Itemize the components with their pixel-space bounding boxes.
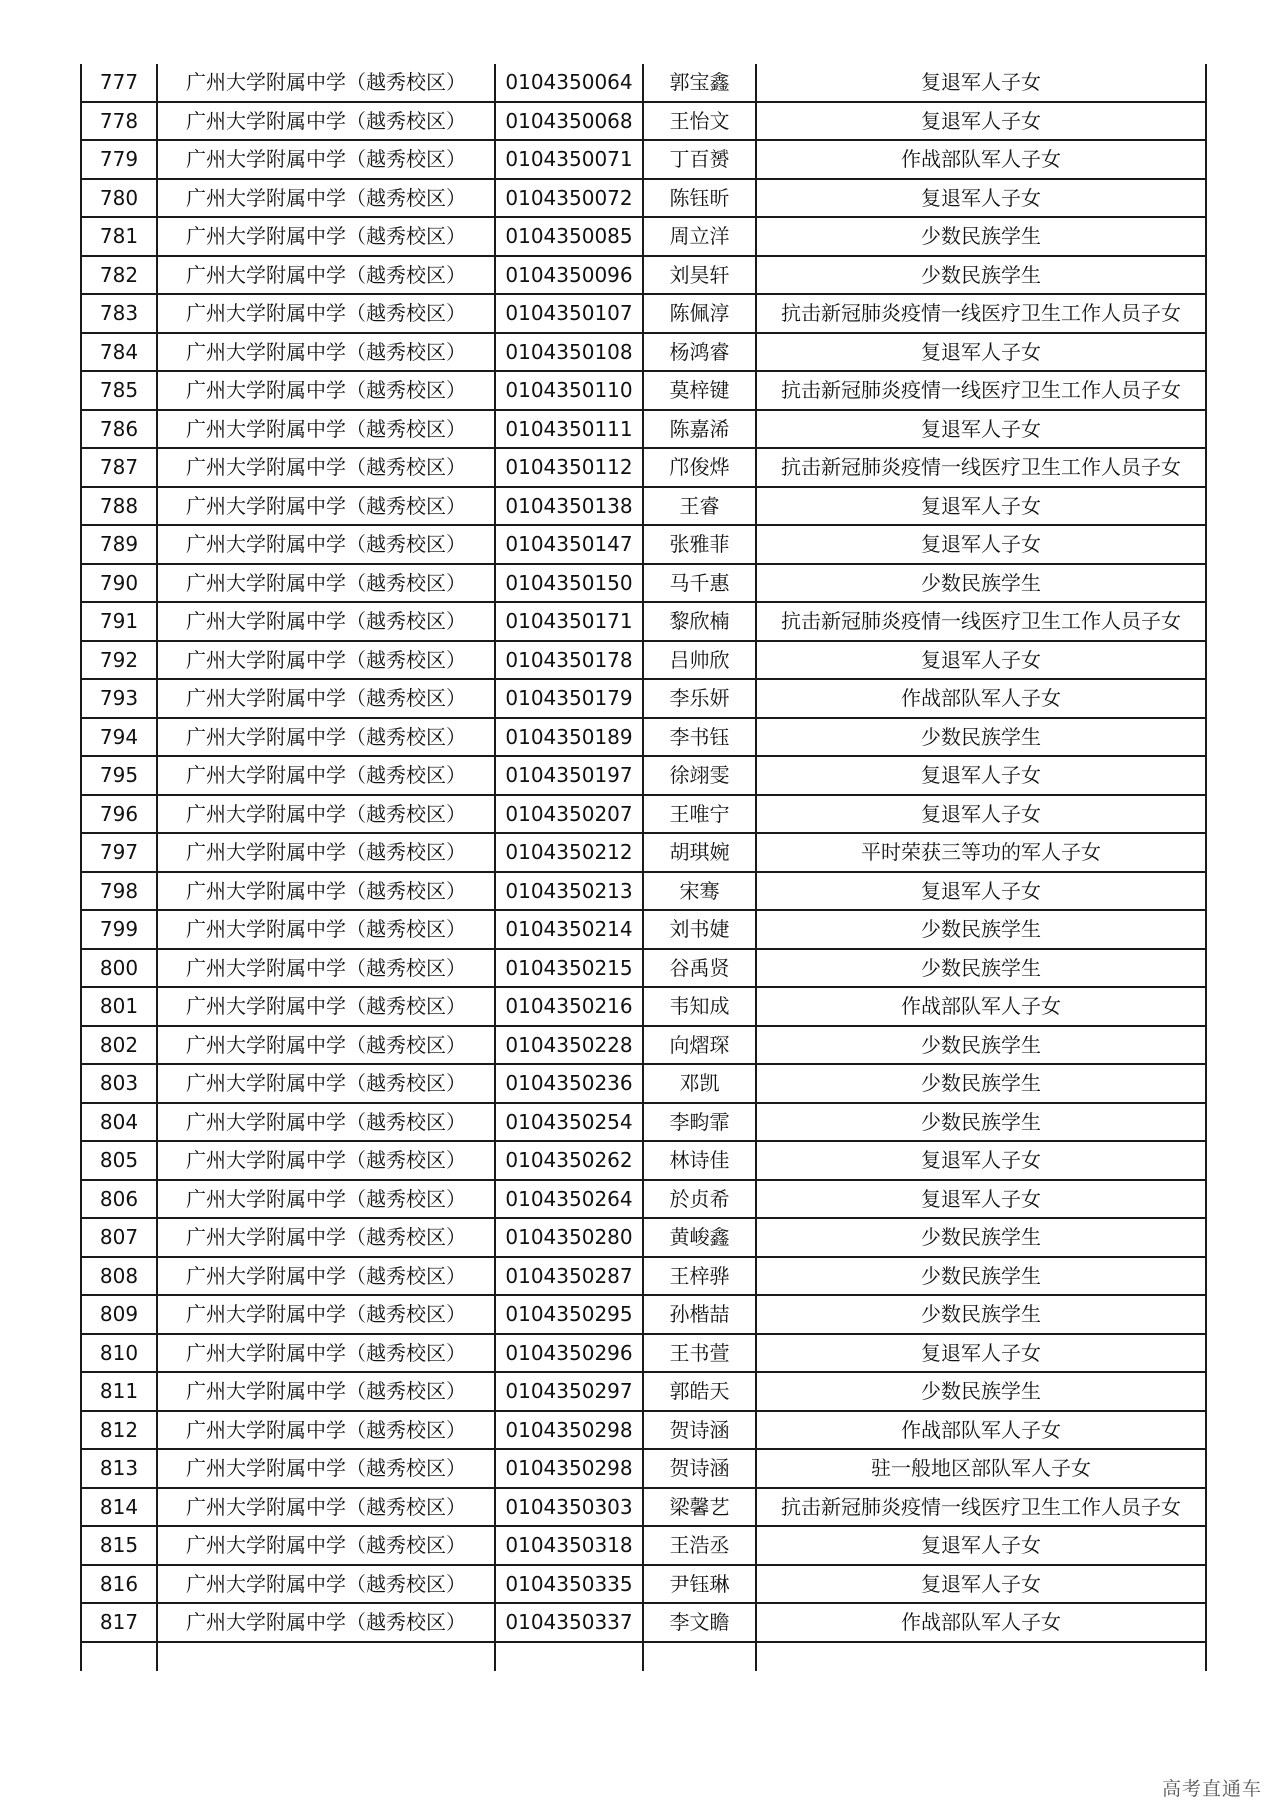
row-number-cell: 808: [81, 1257, 157, 1296]
student-id-cell: 0104350296: [495, 1334, 643, 1373]
school-cell: 广州大学附属中学（越秀校区）: [157, 1180, 495, 1219]
student-name-cell: 陈嘉浠: [643, 410, 756, 449]
school-cell: 广州大学附属中学（越秀校区）: [157, 756, 495, 795]
school-cell: 广州大学附属中学（越秀校区）: [157, 1411, 495, 1450]
student-id-cell: 0104350298: [495, 1449, 643, 1488]
category-cell: 少数民族学生: [756, 718, 1206, 757]
table-row: [81, 256, 1206, 295]
table-row: [81, 487, 1206, 526]
category-cell: 少数民族学生: [756, 910, 1206, 949]
row-number-cell: 785: [81, 371, 157, 410]
table-row: [81, 294, 1206, 333]
school-cell: 广州大学附属中学（越秀校区）: [157, 487, 495, 526]
table-row: [81, 333, 1206, 372]
table-row: [81, 564, 1206, 603]
row-number-cell: 801: [81, 987, 157, 1026]
table-row: [81, 1372, 1206, 1411]
category-cell: 少数民族学生: [756, 217, 1206, 256]
table-row: [81, 1103, 1206, 1142]
category-cell: 少数民族学生: [756, 1257, 1206, 1296]
roster-body: [81, 64, 1206, 1671]
student-name-cell: 张雅菲: [643, 525, 756, 564]
student-name-cell: 王浩丞: [643, 1526, 756, 1565]
category-cell: 复退军人子女: [756, 756, 1206, 795]
school-cell: 广州大学附属中学（越秀校区）: [157, 217, 495, 256]
student-name-cell: 陈钰昕: [643, 179, 756, 218]
student-id-cell: 0104350213: [495, 872, 643, 911]
row-number-cell: 803: [81, 1064, 157, 1103]
school-cell: 广州大学附属中学（越秀校区）: [157, 949, 495, 988]
table-row: [81, 1526, 1206, 1565]
table-row: [81, 756, 1206, 795]
student-name-cell: 韦知成: [643, 987, 756, 1026]
school-cell: 广州大学附属中学（越秀校区）: [157, 679, 495, 718]
row-number-cell: 796: [81, 795, 157, 834]
row-number-cell: 811: [81, 1372, 157, 1411]
category-cell: 抗击新冠肺炎疫情一线医疗卫生工作人员子女: [756, 371, 1206, 410]
student-id-cell: 0104350207: [495, 795, 643, 834]
category-cell: 少数民族学生: [756, 949, 1206, 988]
student-name-cell: 王书萱: [643, 1334, 756, 1373]
student-name-cell: 宋骞: [643, 872, 756, 911]
category-cell: 复退军人子女: [756, 410, 1206, 449]
row-number-cell: 777: [81, 64, 157, 102]
student-name-cell: 李书钰: [643, 718, 756, 757]
school-cell: 广州大学附属中学（越秀校区）: [157, 1565, 495, 1604]
student-name-cell: 徐翊雯: [643, 756, 756, 795]
student-id-cell: 0104350214: [495, 910, 643, 949]
row-number-cell: 792: [81, 641, 157, 680]
school-cell: 广州大学附属中学（越秀校区）: [157, 64, 495, 102]
category-cell: 驻一般地区部队军人子女: [756, 1449, 1206, 1488]
student-name-cell: 向熠琛: [643, 1026, 756, 1065]
row-number-cell: 817: [81, 1603, 157, 1642]
student-id-cell: 0104350171: [495, 602, 643, 641]
student-name-cell: 吕帅欣: [643, 641, 756, 680]
student-name-cell: 尹钰琳: [643, 1565, 756, 1604]
school-cell: 广州大学附属中学（越秀校区）: [157, 1372, 495, 1411]
row-number-cell: 807: [81, 1218, 157, 1257]
category-cell: 复退军人子女: [756, 1334, 1206, 1373]
school-cell: 广州大学附属中学（越秀校区）: [157, 1603, 495, 1642]
school-cell: 广州大学附属中学（越秀校区）: [157, 1488, 495, 1527]
student-name-cell: 黎欣楠: [643, 602, 756, 641]
category-cell: 少数民族学生: [756, 1064, 1206, 1103]
school-cell: 广州大学附属中学（越秀校区）: [157, 410, 495, 449]
student-name-cell: 刘昊轩: [643, 256, 756, 295]
category-cell: 复退军人子女: [756, 102, 1206, 141]
student-id-cell: 0104350147: [495, 525, 643, 564]
student-name-cell: 贺诗涵: [643, 1449, 756, 1488]
school-cell: 广州大学附属中学（越秀校区）: [157, 910, 495, 949]
student-name-cell: 邓凯: [643, 1064, 756, 1103]
school-cell: 广州大学附属中学（越秀校区）: [157, 872, 495, 911]
category-cell: 少数民族学生: [756, 1103, 1206, 1142]
row-number-cell: 814: [81, 1488, 157, 1527]
student-id-cell: 0104350337: [495, 1603, 643, 1642]
table-row-continuation: [81, 1642, 1206, 1671]
category-cell: 复退军人子女: [756, 64, 1206, 102]
empty-cell: [643, 1642, 756, 1671]
row-number-cell: 805: [81, 1141, 157, 1180]
student-name-cell: 周立洋: [643, 217, 756, 256]
row-number-cell: 781: [81, 217, 157, 256]
school-cell: 广州大学附属中学（越秀校区）: [157, 294, 495, 333]
student-id-cell: 0104350295: [495, 1295, 643, 1334]
student-name-cell: 陈佩淳: [643, 294, 756, 333]
table-row: [81, 987, 1206, 1026]
category-cell: 复退军人子女: [756, 525, 1206, 564]
school-cell: 广州大学附属中学（越秀校区）: [157, 833, 495, 872]
school-cell: 广州大学附属中学（越秀校区）: [157, 333, 495, 372]
student-id-cell: 0104350297: [495, 1372, 643, 1411]
student-name-cell: 马千惠: [643, 564, 756, 603]
student-id-cell: 0104350216: [495, 987, 643, 1026]
category-cell: 抗击新冠肺炎疫情一线医疗卫生工作人员子女: [756, 448, 1206, 487]
school-cell: 广州大学附属中学（越秀校区）: [157, 1103, 495, 1142]
school-cell: 广州大学附属中学（越秀校区）: [157, 525, 495, 564]
student-name-cell: 李文瞻: [643, 1603, 756, 1642]
table-row: [81, 217, 1206, 256]
category-cell: 复退军人子女: [756, 179, 1206, 218]
student-id-cell: 0104350189: [495, 718, 643, 757]
row-number-cell: 804: [81, 1103, 157, 1142]
student-id-cell: 0104350110: [495, 371, 643, 410]
row-number-cell: 789: [81, 525, 157, 564]
student-id-cell: 0104350138: [495, 487, 643, 526]
school-cell: 广州大学附属中学（越秀校区）: [157, 1026, 495, 1065]
student-id-cell: 0104350085: [495, 217, 643, 256]
student-id-cell: 0104350212: [495, 833, 643, 872]
row-number-cell: 779: [81, 140, 157, 179]
empty-cell: [157, 1642, 495, 1671]
student-id-cell: 0104350262: [495, 1141, 643, 1180]
student-name-cell: 贺诗涵: [643, 1411, 756, 1450]
student-id-cell: 0104350303: [495, 1488, 643, 1527]
category-cell: 复退军人子女: [756, 1141, 1206, 1180]
student-name-cell: 於贞希: [643, 1180, 756, 1219]
category-cell: 作战部队军人子女: [756, 1411, 1206, 1450]
category-cell: 复退军人子女: [756, 333, 1206, 372]
student-name-cell: 郭宝鑫: [643, 64, 756, 102]
table-row: [81, 679, 1206, 718]
table-row: [81, 718, 1206, 757]
category-cell: 少数民族学生: [756, 1218, 1206, 1257]
student-id-cell: 0104350150: [495, 564, 643, 603]
table-row: [81, 1295, 1206, 1334]
row-number-cell: 786: [81, 410, 157, 449]
row-number-cell: 782: [81, 256, 157, 295]
row-number-cell: 787: [81, 448, 157, 487]
student-id-cell: 0104350107: [495, 294, 643, 333]
row-number-cell: 809: [81, 1295, 157, 1334]
category-cell: 平时荣获三等功的军人子女: [756, 833, 1206, 872]
student-name-cell: 黄峻鑫: [643, 1218, 756, 1257]
empty-cell: [756, 1642, 1206, 1671]
school-cell: 广州大学附属中学（越秀校区）: [157, 1257, 495, 1296]
student-name-cell: 王唯宁: [643, 795, 756, 834]
student-id-cell: 0104350178: [495, 641, 643, 680]
student-id-cell: 0104350287: [495, 1257, 643, 1296]
student-name-cell: 王梓骅: [643, 1257, 756, 1296]
student-id-cell: 0104350071: [495, 140, 643, 179]
table-row: [81, 910, 1206, 949]
student-id-cell: 0104350111: [495, 410, 643, 449]
table-row: [81, 1218, 1206, 1257]
table-row: [81, 602, 1206, 641]
category-cell: 复退军人子女: [756, 641, 1206, 680]
table-row: [81, 872, 1206, 911]
table-row: [81, 833, 1206, 872]
student-id-cell: 0104350179: [495, 679, 643, 718]
row-number-cell: 788: [81, 487, 157, 526]
student-name-cell: 谷禹贤: [643, 949, 756, 988]
table-row: [81, 1026, 1206, 1065]
table-row: [81, 371, 1206, 410]
school-cell: 广州大学附属中学（越秀校区）: [157, 179, 495, 218]
category-cell: 少数民族学生: [756, 256, 1206, 295]
roster-table: [80, 64, 1207, 1671]
category-cell: 抗击新冠肺炎疫情一线医疗卫生工作人员子女: [756, 294, 1206, 333]
school-cell: 广州大学附属中学（越秀校区）: [157, 1141, 495, 1180]
student-name-cell: 梁馨艺: [643, 1488, 756, 1527]
row-number-cell: 810: [81, 1334, 157, 1373]
category-cell: 作战部队军人子女: [756, 679, 1206, 718]
student-name-cell: 王怡文: [643, 102, 756, 141]
student-id-cell: 0104350197: [495, 756, 643, 795]
student-id-cell: 0104350096: [495, 256, 643, 295]
table-row: [81, 1603, 1206, 1642]
student-id-cell: 0104350068: [495, 102, 643, 141]
row-number-cell: 815: [81, 1526, 157, 1565]
table-row: [81, 795, 1206, 834]
category-cell: 复退军人子女: [756, 487, 1206, 526]
school-cell: 广州大学附属中学（越秀校区）: [157, 564, 495, 603]
category-cell: 少数民族学生: [756, 564, 1206, 603]
table-row: [81, 1565, 1206, 1604]
row-number-cell: 793: [81, 679, 157, 718]
school-cell: 广州大学附属中学（越秀校区）: [157, 1449, 495, 1488]
student-id-cell: 0104350236: [495, 1064, 643, 1103]
row-number-cell: 806: [81, 1180, 157, 1219]
student-name-cell: 郭皓天: [643, 1372, 756, 1411]
row-number-cell: 812: [81, 1411, 157, 1450]
student-name-cell: 林诗佳: [643, 1141, 756, 1180]
category-cell: 少数民族学生: [756, 1295, 1206, 1334]
category-cell: 作战部队军人子女: [756, 1603, 1206, 1642]
table-row: [81, 1334, 1206, 1373]
school-cell: 广州大学附属中学（越秀校区）: [157, 140, 495, 179]
row-number-cell: 795: [81, 756, 157, 795]
school-cell: 广州大学附属中学（越秀校区）: [157, 256, 495, 295]
student-id-cell: 0104350264: [495, 1180, 643, 1219]
table-row: [81, 64, 1206, 102]
student-id-cell: 0104350215: [495, 949, 643, 988]
category-cell: 少数民族学生: [756, 1372, 1206, 1411]
table-row: [81, 448, 1206, 487]
student-name-cell: 李畇霏: [643, 1103, 756, 1142]
document-page: [80, 64, 1205, 1671]
student-id-cell: 0104350280: [495, 1218, 643, 1257]
table-row: [81, 949, 1206, 988]
student-name-cell: 孙楷喆: [643, 1295, 756, 1334]
table-row: [81, 1488, 1206, 1527]
row-number-cell: 778: [81, 102, 157, 141]
student-id-cell: 0104350335: [495, 1565, 643, 1604]
table-row: [81, 140, 1206, 179]
school-cell: 广州大学附属中学（越秀校区）: [157, 795, 495, 834]
school-cell: 广州大学附属中学（越秀校区）: [157, 1064, 495, 1103]
school-cell: 广州大学附属中学（越秀校区）: [157, 641, 495, 680]
table-row: [81, 179, 1206, 218]
school-cell: 广州大学附属中学（越秀校区）: [157, 987, 495, 1026]
student-id-cell: 0104350254: [495, 1103, 643, 1142]
student-name-cell: 莫梓键: [643, 371, 756, 410]
watermark-text: 高考直通车: [1161, 1778, 1262, 1800]
category-cell: 少数民族学生: [756, 1026, 1206, 1065]
table-row: [81, 102, 1206, 141]
row-number-cell: 797: [81, 833, 157, 872]
category-cell: 抗击新冠肺炎疫情一线医疗卫生工作人员子女: [756, 1488, 1206, 1527]
student-name-cell: 胡琪婉: [643, 833, 756, 872]
table-row: [81, 525, 1206, 564]
student-name-cell: 邝俊烨: [643, 448, 756, 487]
row-number-cell: 791: [81, 602, 157, 641]
school-cell: 广州大学附属中学（越秀校区）: [157, 102, 495, 141]
school-cell: 广州大学附属中学（越秀校区）: [157, 602, 495, 641]
table-row: [81, 641, 1206, 680]
table-row: [81, 1064, 1206, 1103]
table-row: [81, 1257, 1206, 1296]
student-name-cell: 杨鸿睿: [643, 333, 756, 372]
category-cell: 复退军人子女: [756, 1526, 1206, 1565]
student-id-cell: 0104350108: [495, 333, 643, 372]
table-row: [81, 1449, 1206, 1488]
student-name-cell: 刘书婕: [643, 910, 756, 949]
student-id-cell: 0104350298: [495, 1411, 643, 1450]
student-id-cell: 0104350318: [495, 1526, 643, 1565]
school-cell: 广州大学附属中学（越秀校区）: [157, 1295, 495, 1334]
school-cell: 广州大学附属中学（越秀校区）: [157, 1218, 495, 1257]
category-cell: 作战部队军人子女: [756, 140, 1206, 179]
row-number-cell: 799: [81, 910, 157, 949]
row-number-cell: 780: [81, 179, 157, 218]
school-cell: 广州大学附属中学（越秀校区）: [157, 1526, 495, 1565]
school-cell: 广州大学附属中学（越秀校区）: [157, 448, 495, 487]
row-number-cell: 790: [81, 564, 157, 603]
row-number-cell: 813: [81, 1449, 157, 1488]
table-row: [81, 410, 1206, 449]
row-number-cell: 794: [81, 718, 157, 757]
table-row: [81, 1141, 1206, 1180]
student-id-cell: 0104350228: [495, 1026, 643, 1065]
school-cell: 广州大学附属中学（越秀校区）: [157, 1334, 495, 1373]
student-name-cell: 王睿: [643, 487, 756, 526]
empty-cell: [495, 1642, 643, 1671]
category-cell: 复退军人子女: [756, 795, 1206, 834]
category-cell: 复退军人子女: [756, 1565, 1206, 1604]
row-number-cell: 798: [81, 872, 157, 911]
student-name-cell: 李乐妍: [643, 679, 756, 718]
table-row: [81, 1411, 1206, 1450]
row-number-cell: 816: [81, 1565, 157, 1604]
student-id-cell: 0104350112: [495, 448, 643, 487]
row-number-cell: 783: [81, 294, 157, 333]
row-number-cell: 784: [81, 333, 157, 372]
category-cell: 复退军人子女: [756, 1180, 1206, 1219]
student-id-cell: 0104350064: [495, 64, 643, 102]
category-cell: 作战部队军人子女: [756, 987, 1206, 1026]
category-cell: 抗击新冠肺炎疫情一线医疗卫生工作人员子女: [756, 602, 1206, 641]
row-number-cell: 800: [81, 949, 157, 988]
empty-cell: [81, 1642, 157, 1671]
table-row: [81, 1180, 1206, 1219]
student-id-cell: 0104350072: [495, 179, 643, 218]
category-cell: 复退军人子女: [756, 872, 1206, 911]
school-cell: 广州大学附属中学（越秀校区）: [157, 718, 495, 757]
student-name-cell: 丁百赟: [643, 140, 756, 179]
row-number-cell: 802: [81, 1026, 157, 1065]
school-cell: 广州大学附属中学（越秀校区）: [157, 371, 495, 410]
